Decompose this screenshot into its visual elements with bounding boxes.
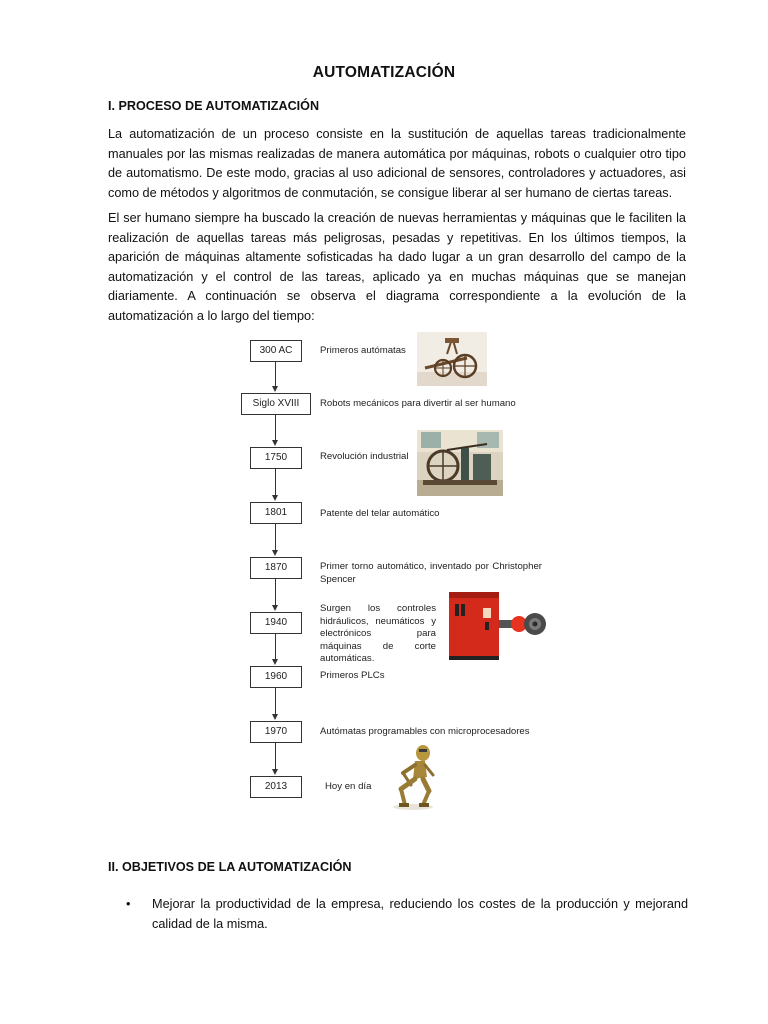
industrial-revolution-machine-image xyxy=(417,430,503,496)
timeline-arrow xyxy=(272,714,278,720)
timeline-connector xyxy=(275,579,276,606)
list-item xyxy=(108,895,688,934)
timeline-connector xyxy=(275,469,276,496)
timeline-date-1750: 1750 xyxy=(250,447,302,469)
timeline-date-2013: 2013 xyxy=(250,776,302,798)
timeline-arrow xyxy=(272,495,278,501)
timeline-text-1940: Surgen los controles hidráulicos, neumáticos y electrónicos para máquinas de corte automáticas. xyxy=(320,603,436,664)
bullet-icon: • xyxy=(126,897,131,911)
paragraph-history: El ser humano siempre ha buscado la creación de nuevas herramientas y máquinas que le faciliten la realización de aquellas tareas más peligrosas, pesadas y repetitivas. En los últimos tiempos, la aparición de máquinas altamente sofisticadas ha dado lugar a un gran desarrollo del campo de la automatización y el control de las tareas, aplicado ya en muchas máquinas que se manejan diariamente. A continuación se observa el diagrama correspondiente a la evolución de la automatización a lo largo del tiempo: xyxy=(108,211,686,323)
timeline-connector xyxy=(275,743,276,770)
paragraph-definition: La automatización de un proceso consiste en la sustitución de aquellas tareas tradicionalmente manuales por las mismas realizadas de manera automática por máquinas, robots o cualquier otro tipo de automatismo. De este modo, gracias al uso adicional de sensores, controladores y actuadores, asi como de métodos y algoritmos de conmutación, se consigue liberar al ser humano de ciertas tareas. xyxy=(108,127,686,200)
timeline-date-1870: 1870 xyxy=(250,557,302,579)
timeline-arrow xyxy=(272,386,278,392)
modern-robot-image xyxy=(385,743,445,813)
timeline-arrow xyxy=(272,605,278,611)
timeline-text-300ac: Primeros autómatas xyxy=(320,345,406,356)
timeline-connector xyxy=(275,634,276,660)
section-heading-proceso: I. PROCESO DE AUTOMATIZACIÓN xyxy=(108,99,320,113)
timeline-connector xyxy=(275,524,276,551)
timeline-arrow xyxy=(272,769,278,775)
timeline-date-1960: 1960 xyxy=(250,666,302,688)
objective-text: Mejorar la productividad de la empresa, reduciendo los costes de la producción y mejorand calidad de la misma. xyxy=(152,897,688,931)
timeline-text-2013: Hoy en día xyxy=(325,781,372,792)
objectives-list xyxy=(108,895,688,934)
timeline-date-1940: 1940 xyxy=(250,612,302,634)
timeline-text-1870: Primer torno automático, inventado por Christopher Spencer xyxy=(320,561,542,585)
timeline-connector xyxy=(275,415,276,441)
timeline-date-300ac: 300 AC xyxy=(250,340,302,362)
industrial-control-cabinet-image xyxy=(447,590,551,662)
timeline-arrow xyxy=(272,659,278,665)
timeline-text-1750: Revolución industrial xyxy=(320,451,409,462)
timeline-text-1801: Patente del telar automático xyxy=(320,508,440,519)
page-title: AUTOMATIZACIÓN xyxy=(312,64,456,81)
timeline-date-1970: 1970 xyxy=(250,721,302,743)
section-heading-objetivos: II. OBJETIVOS DE LA AUTOMATIZACIÓN xyxy=(108,860,352,874)
timeline-connector xyxy=(275,362,276,387)
timeline-date-siglo-xviii: Siglo XVIII xyxy=(241,393,311,415)
timeline-arrow xyxy=(272,440,278,446)
automation-timeline-diagram xyxy=(230,328,560,818)
timeline-date-1801: 1801 xyxy=(250,502,302,524)
timeline-connector xyxy=(275,688,276,715)
timeline-text-1970: Autómatas programables con microprocesadores xyxy=(320,726,530,737)
ancient-automaton-cart-image xyxy=(417,332,487,386)
timeline-arrow xyxy=(272,550,278,556)
timeline-text-1960: Primeros PLCs xyxy=(320,670,385,681)
timeline-text-siglo-xviii: Robots mecánicos para divertir al ser humano xyxy=(320,398,516,409)
